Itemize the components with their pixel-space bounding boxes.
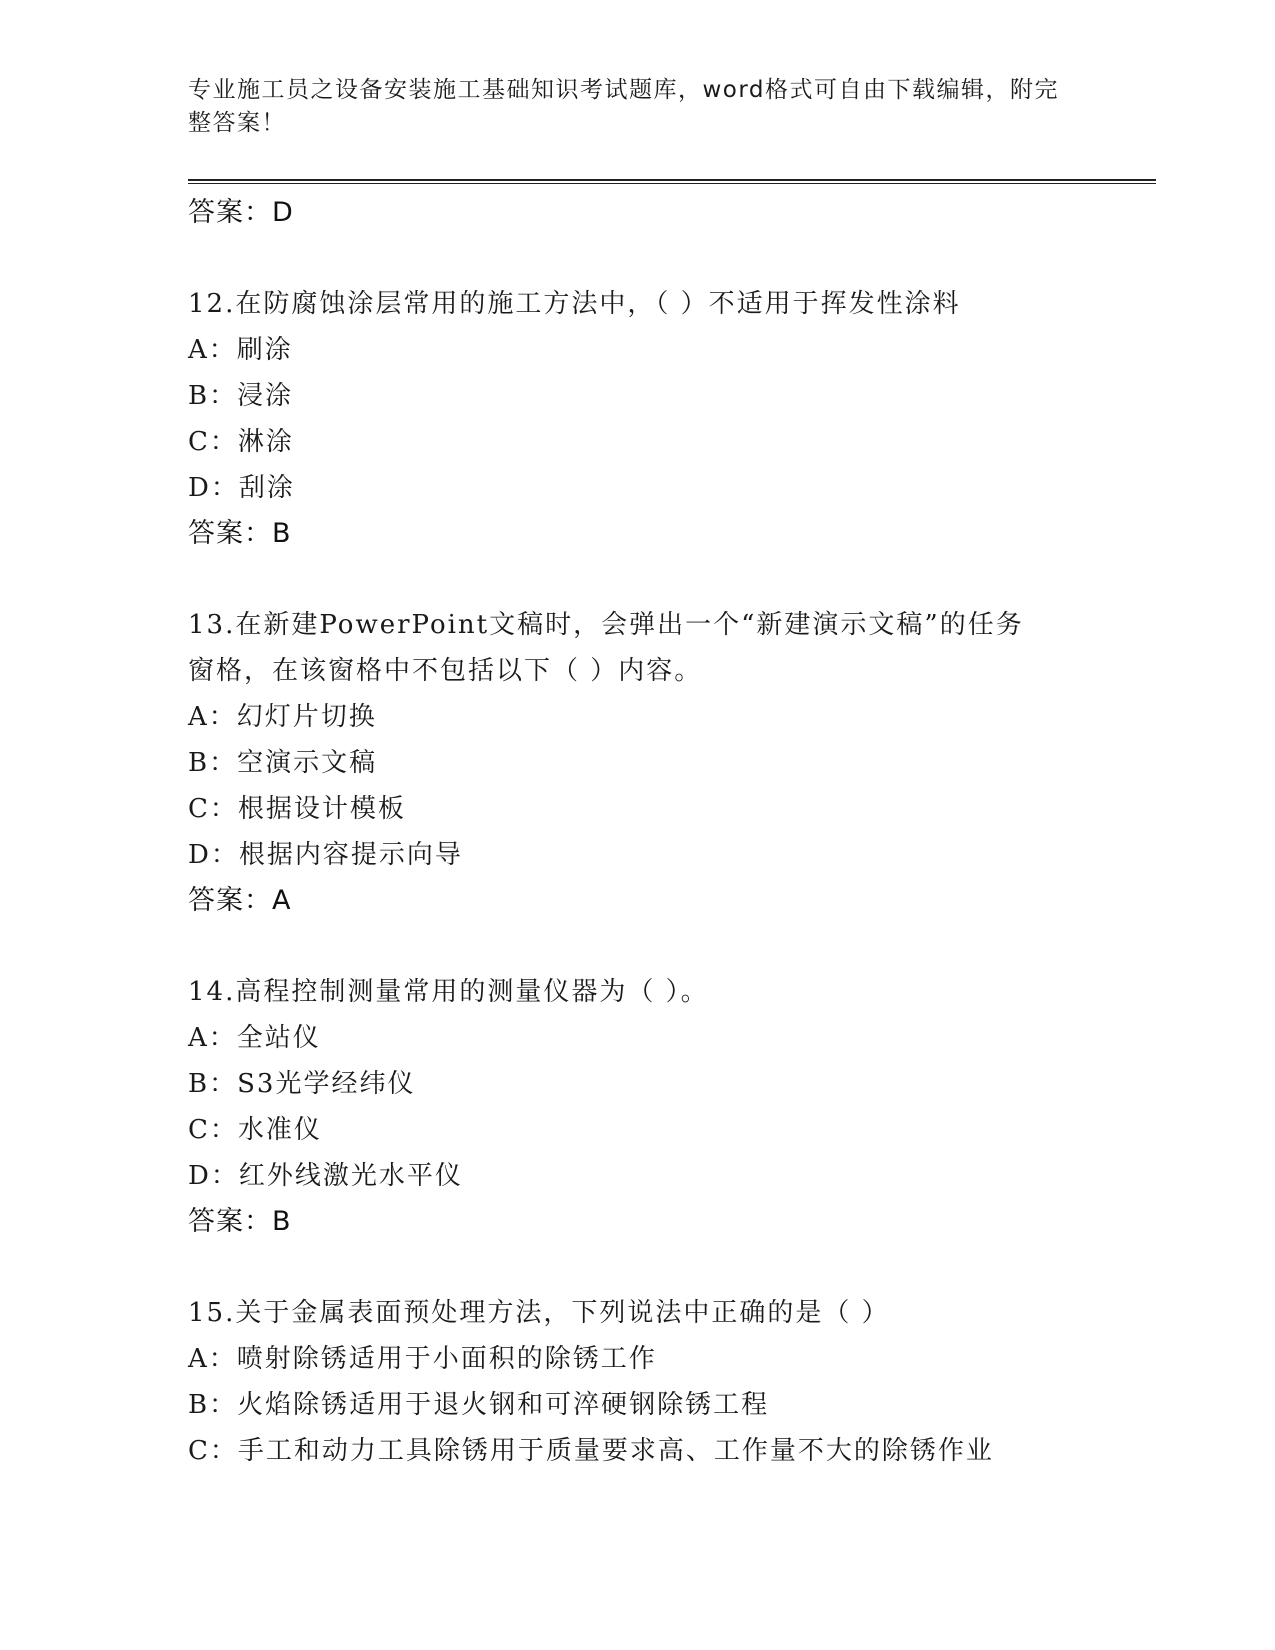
question-15-stem: 15.关于金属表面预处理方法，下列说法中正确的是（ ） bbox=[188, 1298, 890, 1328]
question-12-option-d: D：刮涂 bbox=[188, 473, 295, 503]
question-13-option-d: D：根据内容提示向导 bbox=[188, 840, 463, 870]
question-13-stem-line-2: 窗格，在该窗格中不包括以下（ ）内容。 bbox=[188, 656, 703, 686]
question-14-option-d: D：红外线激光水平仪 bbox=[188, 1161, 463, 1191]
question-15-option-b: B：火焰除锈适用于退火钢和可淬硬钢除锈工程 bbox=[188, 1390, 770, 1420]
question-15-option-c: C：手工和动力工具除锈用于质量要求高、工作量不大的除锈作业 bbox=[188, 1436, 994, 1466]
question-14 bbox=[188, 969, 1148, 1245]
spacer bbox=[188, 924, 1148, 969]
question-14-answer: 答案：B bbox=[188, 1206, 292, 1237]
question-13-option-a: A：幻灯片切换 bbox=[188, 702, 377, 732]
header-divider-thick bbox=[188, 179, 1156, 181]
question-12-stem: 12.在防腐蚀涂层常用的施工方法中，（ ）不适用于挥发性涂料 bbox=[188, 289, 961, 319]
question-15-option-a: A：喷射除锈适用于小面积的除锈工作 bbox=[188, 1344, 657, 1374]
spacer bbox=[188, 1245, 1148, 1290]
question-13-answer: 答案：A bbox=[188, 885, 292, 916]
question-14-stem: 14.高程控制测量常用的测量仪器为（ ）。 bbox=[188, 977, 709, 1007]
question-14-option-a: A：全站仪 bbox=[188, 1023, 321, 1053]
question-13-option-b: B：空演示文稿 bbox=[188, 748, 378, 778]
question-13 bbox=[188, 602, 1148, 924]
spacer bbox=[188, 236, 1148, 281]
question-list bbox=[188, 190, 1148, 1474]
question-14-option-c: C：水准仪 bbox=[188, 1115, 322, 1145]
question-15 bbox=[188, 1290, 1148, 1474]
spacer bbox=[188, 557, 1148, 602]
question-12-answer: 答案：B bbox=[188, 518, 292, 549]
question-14-option-b: B：S3光学经纬仪 bbox=[188, 1069, 416, 1099]
answer-11: 答案：D bbox=[188, 197, 294, 228]
question-12 bbox=[188, 281, 1148, 557]
question-12-option-c: C：淋涂 bbox=[188, 427, 294, 457]
header-divider-thin bbox=[188, 183, 1156, 184]
question-13-option-c: C：根据设计模板 bbox=[188, 794, 406, 824]
question-13-stem-line-1: 13.在新建PowerPoint文稿时，会弹出一个“新建演示文稿”的任务 bbox=[188, 610, 1024, 640]
question-12-option-a: A：刷涂 bbox=[188, 335, 293, 365]
document-header: 专业施工员之设备安装施工基础知识考试题库，word格式可自由下载编辑，附完整答案！ bbox=[188, 77, 1060, 136]
question-12-option-b: B：浸涂 bbox=[188, 381, 294, 411]
